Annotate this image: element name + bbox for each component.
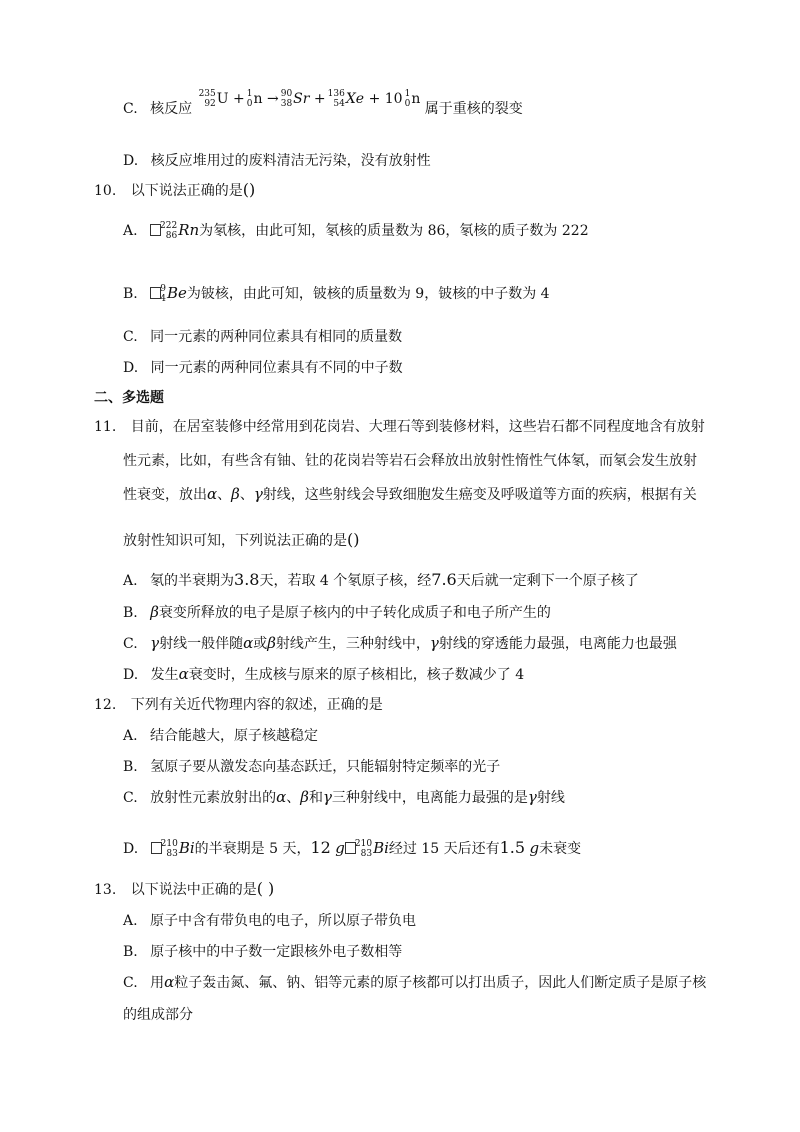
- q11-option-c: C. γ射线一般伴随α或β射线产生，三种射线中，γ射线的穿透能力最强，电离能力也最强: [123, 634, 677, 652]
- q10-stem: [94, 180, 255, 200]
- option-text: 核反应堆用过的废料清洁无污染，没有放射性: [150, 153, 431, 169]
- option-text: 为氡核，由此可知，氡核的质量数为 86，氡核的质子数为 222: [199, 223, 589, 239]
- question-number: 12.: [94, 697, 117, 713]
- option-label: B.: [123, 944, 138, 960]
- option-label: C.: [123, 636, 138, 652]
- nuclide-rn: 222 86 Rn: [150, 223, 199, 239]
- q11-stem-line-3: 性衰变，放出α、β、γ射线，这些射线会导致细胞发生癌变及呼吸道等方面的疾病，根据有关: [123, 485, 697, 503]
- q11-stem-line-1: [94, 416, 705, 436]
- option-label: D.: [123, 153, 139, 169]
- q9-option-c: [123, 89, 523, 119]
- q10-option-c: [123, 326, 402, 346]
- q9-c-prefix: 核反应: [150, 101, 193, 117]
- option-label: C.: [123, 101, 138, 117]
- option-label: D.: [123, 667, 139, 683]
- q13-option-c-line-2: 的组成部分: [123, 1007, 193, 1023]
- option-label: C.: [123, 790, 138, 806]
- option-text: 同一元素的两种同位素具有相同的质量数: [150, 329, 403, 345]
- nuclide-bi-2: 210 83 Bi: [345, 841, 389, 857]
- option-label: B.: [123, 605, 138, 621]
- q13-option-c-line-1: C. 用α粒子轰击氮、氟、钠、铝等元素的原子核都可以打出质子，因此人们断定质子是原子核: [123, 973, 707, 991]
- q11-stem-line-2: 性元素，比如，有些含有铀、钍的花岗岩等岩石会释放出放射性惰性气体氡，而氡会发生放射: [123, 453, 697, 469]
- q11-option-d: D. 发生α衰变时，生成核与原来的原子核相比，核子数减少了 4: [123, 665, 525, 683]
- fission-equation: 235 92 U + 1 0 n → 90 38 Sr + 136 54 Xe + 10 1 0 n: [198, 89, 421, 109]
- option-label: C.: [123, 329, 138, 345]
- question-text: 目前，在居室装修中经常用到花岗岩、大理石等到装修材料，这些岩石都不同程度地含有放射: [130, 419, 705, 435]
- q13-stem: [94, 879, 274, 899]
- option-label: A.: [123, 913, 138, 929]
- q11-option-a: A. 氡的半衰期为3.8天，若取 4 个氡原子核，经7.6天后就一定剩下一个原子核了: [123, 570, 639, 589]
- section-title: 二、多选题: [94, 390, 164, 406]
- option-label: A.: [123, 223, 138, 239]
- answer-paren: (): [242, 180, 256, 199]
- q12-option-a: A. 结合能越大，原子核越稳定: [123, 728, 319, 744]
- q12-option-d: D. 210 83 Bi的半衰期是 5 天，12 g 210 83 Bi经过 15 天后还有1.5 g未衰变: [123, 838, 582, 859]
- option-label: C.: [123, 975, 138, 991]
- q10-option-a: [123, 220, 589, 241]
- q12-option-c: C. 放射性元素放射出的α、β和γ三种射线中，电离能力最强的是γ射线: [123, 788, 565, 806]
- q10-option-b: [123, 283, 550, 304]
- option-label: A.: [123, 573, 138, 589]
- q13-option-b: B. 原子核中的中子数一定跟核外电子数相等: [123, 944, 403, 960]
- q11-stem-line-4: 放射性知识可知，下列说法正确的是(): [123, 530, 360, 549]
- option-label: B.: [123, 759, 138, 775]
- question-text: 以下说法正确的是: [130, 183, 243, 199]
- answer-paren: ( ): [256, 879, 275, 898]
- question-text: 下列有关近代物理内容的叙述，正确的是: [130, 697, 383, 713]
- q9-c-suffix: 属于重核的裂变: [424, 101, 523, 117]
- option-label: A.: [123, 728, 138, 744]
- question-text: 以下说法中正确的是: [130, 882, 257, 898]
- q11-option-b: B. β衰变所释放的电子是原子核内的中子转化成质子和电子所产生的: [123, 603, 551, 621]
- question-number: 11.: [94, 419, 117, 435]
- nuclide-be: 9 4 Be: [150, 286, 187, 302]
- option-label: D.: [123, 841, 139, 857]
- question-number: 13.: [94, 882, 117, 898]
- option-label: B.: [123, 286, 138, 302]
- option-text: 为铍核，由此可知，铍核的质量数为 9，铍核的中子数为 4: [186, 286, 550, 302]
- q9-option-d: [123, 150, 431, 170]
- option-text: 同一元素的两种同位素具有不同的中子数: [150, 360, 403, 376]
- nuclide-bi: 210 83 Bi: [151, 841, 195, 857]
- q13-option-a: A. 原子中含有带负电的电子，所以原子带负电: [123, 913, 417, 929]
- q12-option-b: B. 氢原子要从激发态向基态跃迁，只能辐射特定频率的光子: [123, 759, 501, 775]
- question-number: 10.: [94, 183, 117, 199]
- q10-option-d: [123, 357, 403, 377]
- q12-stem: [94, 694, 383, 714]
- answer-paren: (): [347, 530, 360, 549]
- option-label: D.: [123, 360, 139, 376]
